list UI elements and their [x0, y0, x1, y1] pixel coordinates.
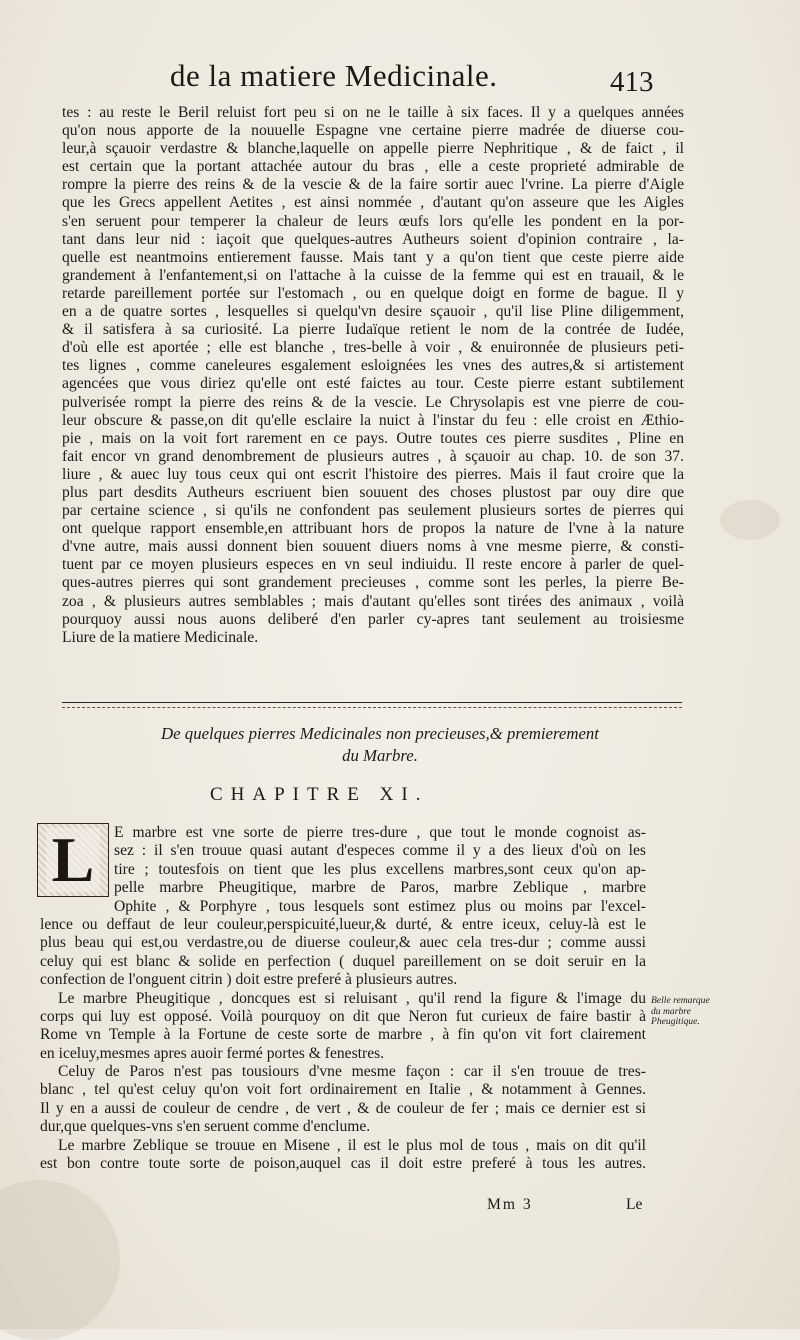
text-line: ont quelque rapport ensemble,en attribuant hors de propos la nature de l'vne à la nature	[62, 520, 684, 538]
text-line: pulverisée rompt la pierre des reins & de la vescie. Le Chrysolapis est vne pierre de cou-	[62, 393, 684, 411]
text-line: qu'on nous apporte de la nouuelle Espagne vne certaine pierre madrée de diuerse cou-	[62, 122, 684, 140]
text-line: leur obscure & passe,on dit qu'elle esclaire la nuict à l'instar du feu : elle croist en Æthio-	[62, 411, 684, 429]
text-line: fait encor vn grand denombrement de plusieurs autres , à sçauoir au chap. 10. de son 37.	[62, 447, 684, 465]
text-line: agencées que vous diriez qu'elle ont esté faictes au tour. Ceste pierre estant subtilement	[62, 375, 684, 393]
text-line: Liure de la matiere Medicinale.	[62, 628, 259, 646]
chapter-heading: CHAPITRE XI.	[210, 784, 429, 805]
text-line: est bon contre toute sorte de poison,auquel cas il doit estre preferé à tous les autres.	[40, 1155, 646, 1173]
text-line: retarde pareillement portée sur l'estomach , ou en quelque doigt en forme de bague. Il y	[62, 284, 684, 302]
section-divider	[62, 702, 682, 703]
text-line: d'vne autre, mais aussi donnent bien souuent diuers noms à vne mesme pierre, & consti-	[62, 538, 684, 556]
paper-stain	[0, 1180, 120, 1340]
text-line: sez : il s'en trouue quasi autant d'especes comme il y a des lieux d'où on les	[114, 842, 646, 860]
text-line: quelle est neantmoins entierement fausse. Mais tant y a qu'on tient que ceste pierre aide	[62, 248, 684, 266]
text-line: celuy qui est blanc & solide en perfection ( duquel pareillement on se doit seruir en la	[40, 952, 646, 970]
running-head: de la matiere Medicinale.	[170, 58, 498, 93]
section-title	[100, 723, 660, 767]
body-paragraph-2	[40, 824, 646, 1173]
signature-mark: Mm 3	[487, 1196, 533, 1213]
text-line: leur,à sçauoir verdastre & blanche,laquelle on appelle pierre Nephritique , & de faict , il	[62, 140, 684, 158]
catchword: Le	[626, 1196, 643, 1213]
text-line: Ophite , & Porphyre , tous lesquels sont estimez plus ou moins par l'excel-	[114, 897, 646, 915]
section-title-line: De quelques pierres Medicinales non precieuses,& premierement	[161, 724, 599, 743]
margin-note-line: Belle remarque	[651, 995, 710, 1006]
text-line: plus beau qui est,ou verdastre,ou de diuerse couleur,& auec cela tres-dur ; comme aussi	[40, 934, 646, 952]
text-line: pelle marbre Pheugitique, marbre de Paros, marbre Zeblique , marbre	[114, 879, 646, 897]
text-line: est certain que la portant attachée autour du bras , elle a ceste proprieté admirable de	[62, 158, 684, 176]
text-line: rompre la pierre des reins & de la vescie & de la faire sortir auec l'vrine. La pierre d'Aigle	[62, 176, 684, 194]
text-line: plus part desdits Autheurs escriuent bien souuent des choses plustost par ouy dire que	[62, 483, 684, 501]
text-line: tuent par ce moyen plusieurs especes en vn seul indiuidu. Il reste encore à parler de quel-	[62, 556, 684, 574]
text-line: que les Grecs appellent Aetites , est ainsi nommée , d'autant qu'on asseure que les Aigles	[62, 194, 684, 212]
text-line: en a de quatre sortes , lesquelles si quelqu'vn desire sçauoir , qu'il lise Pline diligemment,	[62, 303, 684, 321]
text-line: tes lignes , comme caneleures esgalement esloignées les vnes des autres,& si artistement	[62, 357, 684, 375]
text-line: & il satisfera à sa curiosité. La pierre Iudaïque retient le nom de la contrée de Iudée,	[62, 321, 684, 339]
page-number: 413	[610, 66, 654, 98]
text-line: Rome vn Temple à la Fortune de ceste sorte de marbre , à fin qu'on vit fort clairement	[40, 1026, 646, 1044]
text-line: E marbre est vne sorte de pierre tres-dure , que tout le monde cognoist as-	[114, 824, 646, 841]
text-line: ques-autres pierres qui sont grandement precieuses , comme sont les perles, la pierre Be-	[62, 574, 684, 592]
text-line: grandement à l'enfantement,si on l'attache à la cuisse de la femme qui est en trauail, & le	[62, 266, 684, 284]
text-line: par certaine science , si qu'ils ne confondent pas seulement plusieurs sortes de pierres qui	[62, 502, 684, 520]
text-line: pie , mais on la voit fort rarement en ce pays. Outre toutes ces pierre susdites , Pline en	[62, 429, 684, 447]
text-line: en iceluy,mesmes apres auoir fermé portes & fenestres.	[40, 1044, 385, 1062]
margin-note	[651, 996, 751, 1028]
indented-lines	[40, 824, 646, 916]
text-line: pourquoy aussi nous auons deliberé d'en parler cy-apres tant seulement au troisiesme	[62, 610, 684, 628]
margin-note-line: du marbre	[651, 1005, 691, 1017]
section-divider-secondary	[62, 707, 682, 708]
text-line: lence ou deffaut de leur couleur,perspicuité,lueur,& durté, & entre iceux, celuy-là est le	[40, 915, 646, 933]
paper-stain	[720, 500, 780, 540]
decorated-initial-letter: L	[46, 828, 101, 892]
body-paragraph-1	[62, 104, 684, 647]
text-line: Il y en a aussi de couleur de cendre , de vert , & de couleur de fer ; mais ce dernier est si	[40, 1099, 646, 1117]
text-line: Le marbre Zeblique se trouue en Misene , il est le plus mol de tous , mais on dit qu'il	[58, 1136, 646, 1154]
text-line: blanc , tel qu'est celuy qu'on voit fort ordinairement en Italie , & notamment à Gennes.	[40, 1081, 646, 1099]
text-line: Le marbre Pheugitique , doncques est si reluisant , qu'il rend la figure & l'image du	[58, 989, 646, 1007]
text-line: s'en seruent pour temperer la chaleur de leurs œufs lors qu'elle les pondent en la por-	[62, 212, 684, 230]
text-line: confection de l'onguent citrin ) doit estre preferé à plusieurs autres.	[40, 971, 458, 989]
text-line: liure , & auec luy tous ceux qui ont escrit l'histoire des pierres. Mais il faut croire que la	[62, 465, 684, 483]
section-title-line: du Marbre.	[342, 746, 418, 765]
full-lines	[40, 916, 646, 1173]
text-line: tire ; toutesfois on tient que les plus excellens marbres,sont ceux qu'on ap-	[114, 860, 646, 878]
margin-note-line: Pheugitique.	[651, 1016, 700, 1027]
text-line: dur,que quelques-vns s'en seruent comme d'enclume.	[40, 1118, 371, 1136]
text-line: tant dans leur nid : iaçoit que quelques-autres Autheurs soient d'opinion contraire , la-	[62, 230, 684, 248]
text-line: zoa , & plusieurs autres semblables ; mais d'autant qu'elles sont tirées des animaux , voilà	[62, 592, 684, 610]
text-line: corps qui luy est opposé. Voilà pourquoy on dit que Neron fut curieux de faire bastir à	[40, 1007, 646, 1025]
text-line: tes : au reste le Beril reluist fort peu si on ne le taille à six faces. Il y a quelques années	[62, 104, 684, 121]
text-line: Celuy de Paros n'est pas tousiours d'vne mesme façon : car il s'en trouue de tres-	[58, 1063, 646, 1081]
text-line: d'où elle est aportée ; elle est blanche , tres-belle à voir , & enuironnée de plusieurs peti-	[62, 339, 684, 357]
